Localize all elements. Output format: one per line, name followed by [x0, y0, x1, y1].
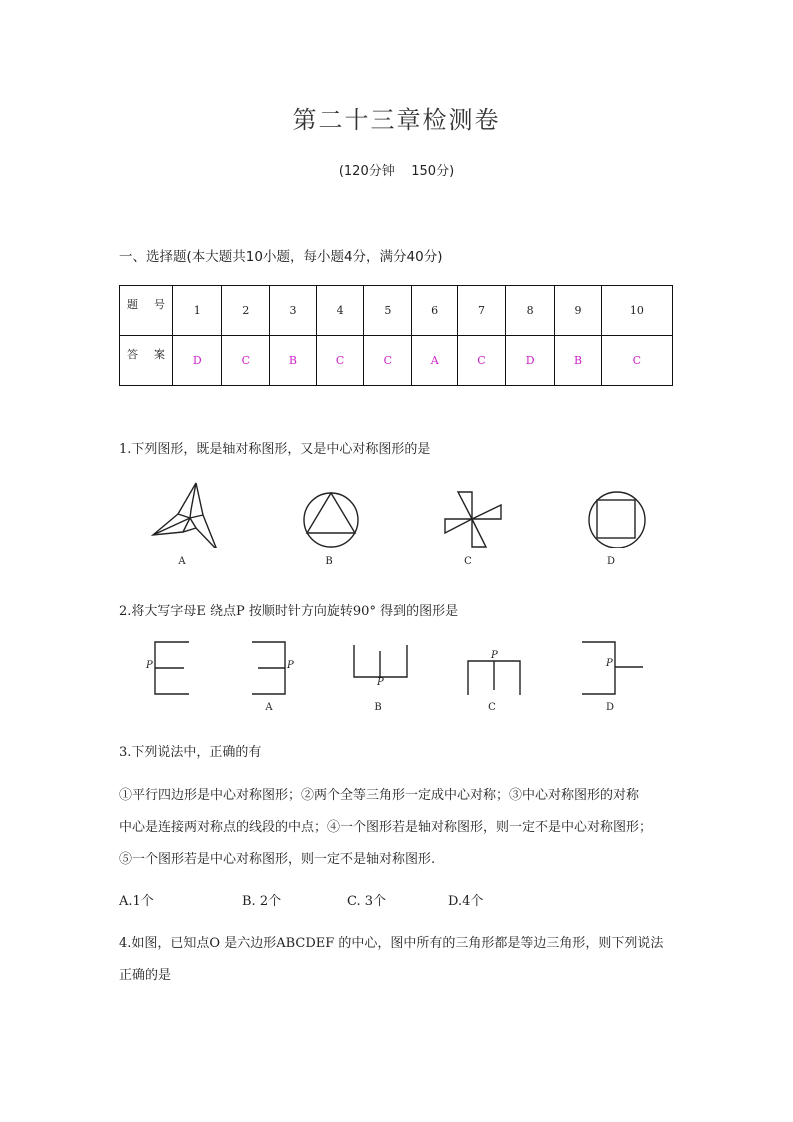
- number-cell: 2: [222, 286, 270, 336]
- figure-label: A: [178, 556, 186, 567]
- answer-cell: D: [505, 336, 554, 386]
- header-char: 案: [154, 347, 165, 361]
- number-cell: 8: [505, 286, 554, 336]
- point-label-p: P: [491, 650, 498, 661]
- number-cell: 10: [601, 286, 672, 336]
- question-2-text: 2.将大写字母E 绕点P 按顺时针方向旋转90° 得到的图形是: [119, 604, 459, 619]
- table-row-answers: [120, 336, 673, 386]
- question-3-options: [119, 890, 679, 910]
- body-line: ①平行四边形是中心对称图形；②两个全等三角形一定成中心对称；③中心对称图形的对称: [119, 788, 640, 803]
- answer-cell: C: [364, 336, 412, 386]
- answer-cell: D: [173, 336, 222, 386]
- answer-cell: B: [270, 336, 316, 386]
- figure-label: B: [374, 702, 382, 713]
- question-1-text: 1.下列图形，既是轴对称图形，又是中心对称图形的是: [119, 442, 431, 457]
- figure-c: [468, 661, 520, 695]
- figure-label: D: [606, 556, 616, 567]
- page-title: 第二十三章检测卷: [292, 106, 501, 134]
- answer-table: [119, 285, 673, 386]
- point-label-p: P: [287, 660, 294, 671]
- option-d[interactable]: D.4个: [448, 894, 484, 909]
- answer-cell: A: [412, 336, 458, 386]
- header-char: 答: [127, 347, 138, 361]
- header-char: 题: [127, 297, 138, 311]
- question-3-text: 3.下列说法中，正确的有: [119, 745, 262, 760]
- question-1-figures: [140, 478, 680, 548]
- page-subtitle: (120分钟 150分): [338, 164, 455, 179]
- option-a[interactable]: A.1个: [119, 894, 154, 909]
- figure-original-e: [155, 642, 189, 694]
- answer-cell: C: [601, 336, 672, 386]
- figure-a-star: [153, 483, 217, 548]
- question-4-text: [119, 928, 679, 992]
- answer-cell: B: [555, 336, 601, 386]
- option-b[interactable]: B. 2个: [242, 894, 282, 909]
- number-cell: 5: [364, 286, 412, 336]
- number-cell: 4: [316, 286, 364, 336]
- body-line: 中心是连接两对称点的线段的中点；④一个图形若是轴对称图形，则一定不是中心对称图形；: [119, 820, 653, 835]
- section-heading: 一、选择题(本大题共10小题，每小题4分，满分40分): [119, 249, 443, 265]
- number-cell: 1: [173, 286, 222, 336]
- question-2-figures: [140, 635, 660, 705]
- figure-label: D: [605, 702, 615, 713]
- point-label-p: P: [146, 660, 153, 671]
- row-header-number: [120, 286, 173, 336]
- figure-c-pinwheel: [445, 492, 501, 547]
- figure-label: C: [488, 702, 496, 713]
- figure-d-circle-square: [589, 492, 645, 548]
- option-c[interactable]: C. 3个: [347, 894, 387, 909]
- figure-a: [252, 642, 285, 694]
- figure-label: B: [325, 556, 333, 567]
- number-cell: 7: [458, 286, 506, 336]
- header-char: 号: [154, 297, 165, 311]
- body-line: ⑤一个图形若是中心对称图形，则一定不是轴对称图形.: [119, 852, 436, 867]
- answer-cell: C: [458, 336, 506, 386]
- answer-cell: C: [316, 336, 364, 386]
- figure-b-circle-triangle: [304, 493, 358, 547]
- figure-b: [354, 645, 407, 677]
- figure-label: C: [464, 556, 472, 567]
- answer-cell: C: [222, 336, 270, 386]
- row-header-answer: [120, 336, 173, 386]
- table-row-numbers: [120, 286, 673, 336]
- question-3-body: [119, 780, 679, 876]
- number-cell: 3: [270, 286, 316, 336]
- number-cell: 6: [412, 286, 458, 336]
- figure-label: A: [265, 702, 273, 713]
- number-cell: 9: [555, 286, 601, 336]
- point-label-p: P: [606, 658, 613, 669]
- question-line: 4.如图，已知点O 是六边形ABCDEF 的中心，图中所有的三角形都是等边三角形，则下列说法: [119, 936, 664, 951]
- point-label-p: P: [377, 677, 384, 688]
- question-line: 正确的是: [119, 968, 172, 983]
